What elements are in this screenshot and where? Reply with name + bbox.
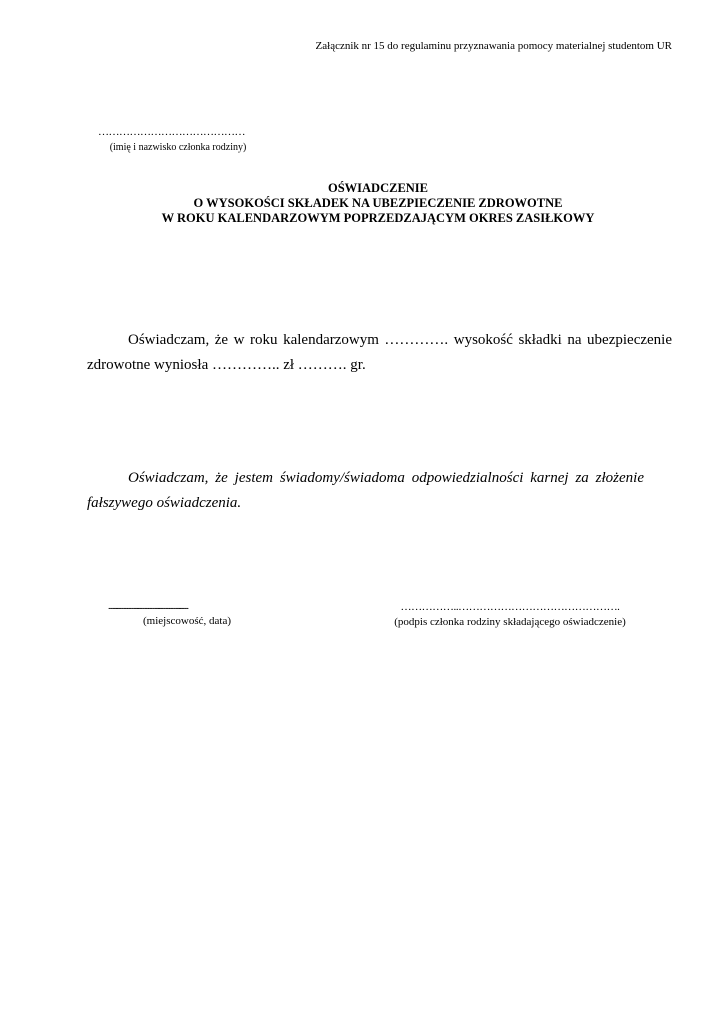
member-name-field: ……………………………………	[98, 126, 245, 138]
responsibility-statement	[87, 466, 644, 516]
title-line-3: W ROKU KALENDARZOWYM POPRZEDZAJĄCYM OKRES ZASIŁKOWY	[161, 211, 595, 225]
contribution-statement	[87, 328, 672, 378]
place-date-caption: (miejscowość, data)	[143, 615, 231, 627]
place-date-block	[108, 600, 266, 627]
signature-block	[380, 601, 640, 628]
contribution-statement-text: Oświadczam, że w roku kalendarzowym …………. wysokość składki na ubezpieczenie zdrowotne wyniosła ………….. zł ………. gr.	[87, 332, 672, 373]
title-line-1: OŚWIADCZENIE	[327, 181, 429, 195]
place-date-field: ............................................................................	[108, 601, 188, 611]
attachment-note: Załącznik nr 15 do regulaminu przyznawania pomocy materialnej studentom UR	[315, 40, 672, 52]
responsibility-statement-text: Oświadczam, że jestem świadomy/świadoma odpowiedzialności karnej za złożenie fałszywego oświadczenia.	[87, 470, 644, 511]
document-title	[0, 181, 724, 226]
member-name-block	[98, 126, 258, 153]
title-line-2: O WYSOKOŚCI SKŁADEK NA UBEZPIECZENIE ZDROWOTNE	[193, 196, 563, 210]
signature-field: ……………..……………………………………….	[400, 601, 620, 613]
member-name-caption: (imię i nazwisko członka rodziny)	[109, 142, 247, 153]
signature-caption: (podpis członka rodziny składającego oświadczenie)	[394, 616, 626, 628]
